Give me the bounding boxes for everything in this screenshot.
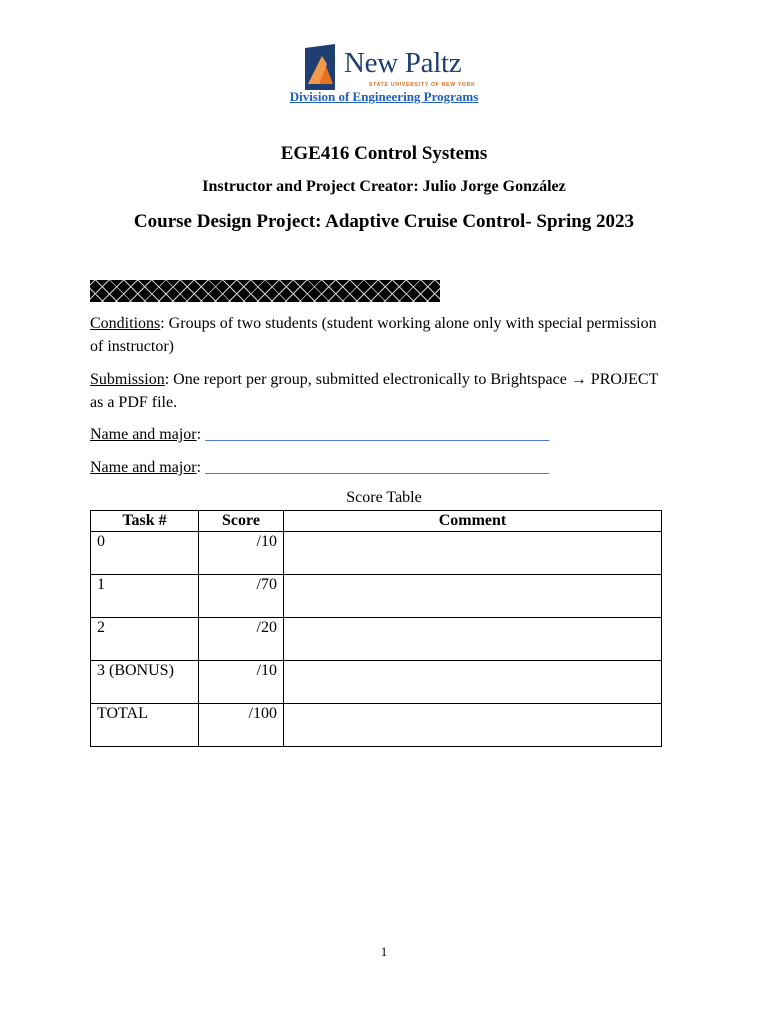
instructor-line: Instructor and Project Creator: Julio Jorge González: [202, 178, 566, 195]
score-table: [90, 510, 662, 747]
division-link[interactable]: Division of Engineering Programs: [289, 89, 479, 104]
score-cell: /70: [199, 575, 284, 618]
table-row: [91, 575, 662, 618]
name-major-blank[interactable]: ___________________________________________: [201, 459, 550, 476]
submission-paragraph: [90, 368, 670, 414]
name-major-label: Name and major: [90, 426, 197, 443]
project-title: Course Design Project: Adaptive Cruise Control- Spring 2023: [133, 211, 635, 232]
task-cell: 1: [91, 575, 199, 618]
name-major-colon: :: [196, 426, 202, 443]
header-comment: Comment: [284, 511, 662, 532]
header-task: Task #: [91, 511, 199, 532]
logo-subtext: STATE UNIVERSITY OF NEW YORK: [369, 82, 476, 88]
table-row: [91, 661, 662, 704]
name-major-line-2: [90, 456, 670, 479]
task-cell: 2: [91, 618, 199, 661]
comment-cell: [284, 575, 662, 618]
task-cell: TOTAL: [91, 704, 199, 747]
score-cell: /100: [199, 704, 284, 747]
task-cell: 0: [91, 532, 199, 575]
table-row: [91, 532, 662, 575]
submission-label: Submission: [90, 371, 165, 388]
comment-cell: [284, 704, 662, 747]
name-major-line-1: [90, 423, 670, 446]
header-score: Score: [199, 511, 284, 532]
page-number: 1: [380, 944, 388, 959]
comment-cell: [284, 532, 662, 575]
submission-text: : One report per group, submitted electronically to Brightspace → PROJECT as a PDF file.: [90, 371, 659, 411]
score-cell: /10: [199, 532, 284, 575]
score-table-title: Score Table: [346, 489, 422, 506]
score-cell: /20: [199, 618, 284, 661]
task-cell: 3 (BONUS): [91, 661, 199, 704]
comment-cell: [284, 661, 662, 704]
comment-cell: [284, 618, 662, 661]
conditions-paragraph: [90, 312, 670, 358]
table-header-row: [91, 511, 662, 532]
conditions-label: Conditions: [90, 315, 161, 332]
name-major-blank[interactable]: ___________________________________________: [201, 426, 550, 443]
score-cell: /10: [199, 661, 284, 704]
conditions-text: : Groups of two students (student working alone only with special permission of instructor): [90, 315, 657, 355]
table-row: [91, 618, 662, 661]
logo-text: New Paltz: [344, 47, 462, 79]
table-row: [91, 704, 662, 747]
course-title: EGE416 Control Systems: [280, 143, 488, 164]
name-major-colon: :: [196, 459, 202, 476]
redacted-block: [90, 280, 440, 302]
name-major-label: Name and major: [90, 459, 197, 476]
